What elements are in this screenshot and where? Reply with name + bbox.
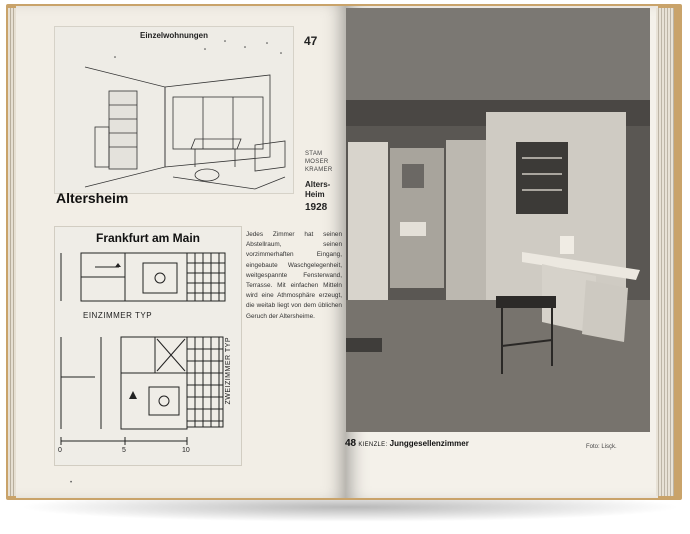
altersheim-title: Altersheim xyxy=(56,190,129,206)
scale-label: 10 xyxy=(182,447,190,454)
heim-label xyxy=(305,180,330,200)
scale-label: 0 xyxy=(58,447,62,454)
caption-page-number: 48 xyxy=(345,438,357,449)
author-name: MOSER xyxy=(305,159,329,165)
interior-sketch xyxy=(54,26,294,194)
scale-label: 5 xyxy=(122,447,126,454)
zweizimmer-label: ZWEIZIMMER TYP xyxy=(225,337,232,405)
footer-mark: • xyxy=(70,480,73,486)
page-number-47: 47 xyxy=(304,34,318,48)
caption-title: Junggesellenzimmer xyxy=(389,439,469,448)
sketch-caption: Einzelwohnungen xyxy=(140,31,208,40)
plan-title: Frankfurt am Main xyxy=(95,231,200,245)
room-photograph xyxy=(346,8,650,432)
floor-plan xyxy=(54,226,242,466)
author-name: KRAMER xyxy=(305,167,333,173)
plan-drawing xyxy=(55,227,241,465)
photo-caption xyxy=(345,438,469,449)
description-text: Jedes Zimmer hat seinen Abstellraum, seinen vorzimmerhaften Eingang, eingebaute Waschgelegenheit, weitgespannte Fensterwand, Terrasse. Mit einfachen Mitteln wird eine Athmosphäre erzeugt, die weitab liegt von dem üblichen Geruch der Altersheime. xyxy=(246,231,342,320)
right-page-edges xyxy=(656,8,674,496)
caption-author: KIENZLE: xyxy=(358,442,388,448)
year-label: 1928 xyxy=(305,202,328,213)
heim-label-line: Heim xyxy=(305,190,325,199)
photo-credit: Foto: Lisçk. xyxy=(586,444,617,450)
author-list xyxy=(305,150,332,174)
photo-illustration xyxy=(346,8,650,432)
einzimmer-label: EINZIMMER TYP xyxy=(83,311,153,320)
sketch-drawing xyxy=(55,27,293,193)
author-name: STAM xyxy=(305,151,323,157)
heim-label-line: Alters- xyxy=(305,180,331,189)
